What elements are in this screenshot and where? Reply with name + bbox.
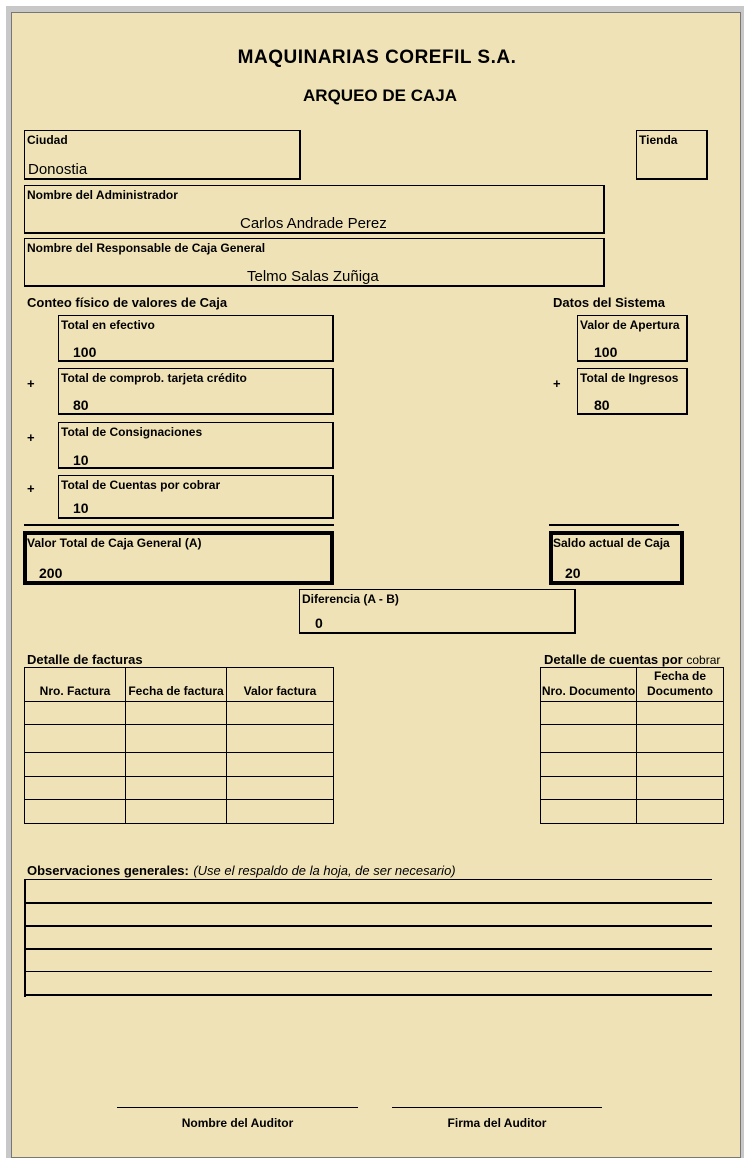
facturas-header-nro: Nro. Factura bbox=[25, 668, 126, 702]
table-row bbox=[541, 800, 724, 824]
cuentas-title-bold: Detalle de cuentas por bbox=[544, 652, 683, 667]
table-cell[interactable] bbox=[126, 800, 227, 824]
observaciones-line bbox=[26, 879, 712, 880]
table-row bbox=[25, 800, 334, 824]
total-caja-value: 200 bbox=[39, 565, 63, 581]
conteo-item-value: 10 bbox=[73, 452, 89, 468]
conteo-item-label: Total en efectivo bbox=[61, 318, 155, 332]
table-cell[interactable] bbox=[227, 702, 334, 725]
total-caja-field[interactable] bbox=[23, 531, 334, 585]
table-cell[interactable] bbox=[541, 800, 637, 824]
facturas-header-fecha: Fecha de factura bbox=[126, 668, 227, 702]
conteo-item-value: 80 bbox=[73, 397, 89, 413]
table-cell[interactable] bbox=[637, 753, 724, 777]
table-cell[interactable] bbox=[227, 800, 334, 824]
conteo-item-label: Total de Cuentas por cobrar bbox=[61, 478, 221, 492]
total-caja-label: Valor Total de Caja General (A) bbox=[27, 536, 202, 550]
table-cell[interactable] bbox=[541, 702, 637, 725]
table-row bbox=[541, 777, 724, 800]
conteo-item[interactable] bbox=[58, 475, 334, 519]
conteo-item-label: Total de Consignaciones bbox=[61, 425, 203, 439]
table-row bbox=[25, 753, 334, 777]
form-title: ARQUEO DE CAJA bbox=[303, 86, 457, 105]
conteo-item[interactable] bbox=[58, 315, 334, 362]
observaciones-line bbox=[26, 971, 712, 972]
table-cell[interactable] bbox=[126, 753, 227, 777]
saldo-caja-label: Saldo actual de Caja bbox=[553, 536, 670, 550]
table-cell[interactable] bbox=[25, 777, 126, 800]
conteo-title: Conteo físico de valores de Caja bbox=[27, 295, 228, 310]
responsable-label: Nombre del Responsable de Caja General bbox=[27, 241, 266, 255]
sistema-item-label: Total de Ingresos bbox=[580, 371, 679, 385]
table-cell[interactable] bbox=[541, 753, 637, 777]
conteo-item[interactable] bbox=[58, 422, 334, 469]
diferencia-field[interactable] bbox=[299, 589, 576, 634]
sistema-item-value: 100 bbox=[594, 344, 618, 360]
table-cell[interactable] bbox=[227, 753, 334, 777]
sistema-item-value: 80 bbox=[594, 397, 610, 413]
conteo-item-value: 100 bbox=[73, 344, 97, 360]
administrador-value: Carlos Andrade Perez bbox=[240, 215, 387, 232]
cuentas-header-nro: Nro. Documento bbox=[541, 668, 637, 702]
table-cell[interactable] bbox=[227, 725, 334, 753]
observaciones-heading bbox=[27, 862, 456, 880]
responsable-field[interactable] bbox=[24, 238, 605, 287]
table-cell[interactable] bbox=[637, 702, 724, 725]
company-name: MAQUINARIAS COREFIL S.A. bbox=[237, 47, 517, 68]
ciudad-field[interactable] bbox=[24, 130, 301, 180]
table-cell[interactable] bbox=[637, 725, 724, 753]
facturas-table bbox=[24, 667, 334, 824]
table-cell[interactable] bbox=[126, 725, 227, 753]
table-row bbox=[541, 725, 724, 753]
sistema-item[interactable] bbox=[577, 368, 688, 415]
observaciones-line bbox=[26, 994, 712, 996]
sistema-title: Datos del Sistema bbox=[553, 295, 665, 310]
observaciones-area[interactable] bbox=[24, 879, 711, 997]
diferencia-value: 0 bbox=[315, 615, 323, 631]
plus-sign: + bbox=[27, 376, 35, 391]
responsable-value: Telmo Salas Zuñiga bbox=[247, 268, 379, 285]
saldo-rule bbox=[549, 524, 679, 526]
administrador-label: Nombre del Administrador bbox=[27, 188, 178, 202]
table-cell[interactable] bbox=[126, 702, 227, 725]
plus-sign: + bbox=[27, 430, 35, 445]
ciudad-value: Donostia bbox=[28, 161, 88, 178]
tienda-field[interactable] bbox=[636, 130, 708, 180]
total-rule bbox=[24, 524, 334, 526]
form-sheet bbox=[11, 12, 741, 1158]
table-cell[interactable] bbox=[25, 800, 126, 824]
table-cell[interactable] bbox=[227, 777, 334, 800]
table-cell[interactable] bbox=[25, 753, 126, 777]
table-row bbox=[25, 725, 334, 753]
table-cell[interactable] bbox=[126, 777, 227, 800]
observaciones-note: (Use el respaldo de la hoja, de ser necesario) bbox=[193, 863, 456, 878]
ciudad-label: Ciudad bbox=[27, 133, 68, 147]
table-row bbox=[25, 702, 334, 725]
observaciones-line bbox=[26, 902, 712, 904]
saldo-caja-field[interactable] bbox=[549, 531, 684, 585]
observaciones-line bbox=[26, 948, 712, 950]
cuentas-header-fecha: Fecha de Documento bbox=[637, 668, 724, 702]
observaciones-line bbox=[26, 925, 712, 927]
firma-auditor-label: Firma del Auditor bbox=[447, 1116, 547, 1130]
table-cell[interactable] bbox=[25, 725, 126, 753]
observaciones-label: Observaciones generales: bbox=[27, 863, 189, 878]
sistema-item-label: Valor de Apertura bbox=[580, 318, 680, 332]
conteo-item-value: 10 bbox=[73, 500, 89, 516]
table-cell[interactable] bbox=[637, 800, 724, 824]
table-cell[interactable] bbox=[25, 702, 126, 725]
tienda-label: Tienda bbox=[639, 133, 678, 147]
facturas-title: Detalle de facturas bbox=[27, 652, 143, 667]
cuentas-table bbox=[540, 667, 724, 824]
table-cell[interactable] bbox=[541, 725, 637, 753]
table-cell[interactable] bbox=[541, 777, 637, 800]
diferencia-label: Diferencia (A - B) bbox=[302, 592, 399, 606]
sistema-item[interactable] bbox=[577, 315, 688, 362]
plus-sign: + bbox=[27, 481, 35, 496]
cuentas-title-tail: cobrar bbox=[686, 653, 721, 667]
table-row bbox=[541, 753, 724, 777]
table-cell[interactable] bbox=[637, 777, 724, 800]
plus-sign: + bbox=[553, 376, 561, 391]
table-row bbox=[25, 777, 334, 800]
conteo-item-label: Total de comprob. tarjeta crédito bbox=[61, 371, 247, 385]
saldo-caja-value: 20 bbox=[565, 565, 581, 581]
facturas-header-valor: Valor factura bbox=[227, 668, 334, 702]
nombre-auditor-label: Nombre del Auditor bbox=[181, 1116, 294, 1130]
cuentas-title bbox=[544, 652, 720, 667]
nombre-auditor-line[interactable] bbox=[117, 1107, 358, 1108]
firma-auditor-line[interactable] bbox=[392, 1107, 602, 1108]
conteo-item[interactable] bbox=[58, 368, 334, 415]
administrador-field[interactable] bbox=[24, 185, 605, 234]
table-row bbox=[541, 702, 724, 725]
